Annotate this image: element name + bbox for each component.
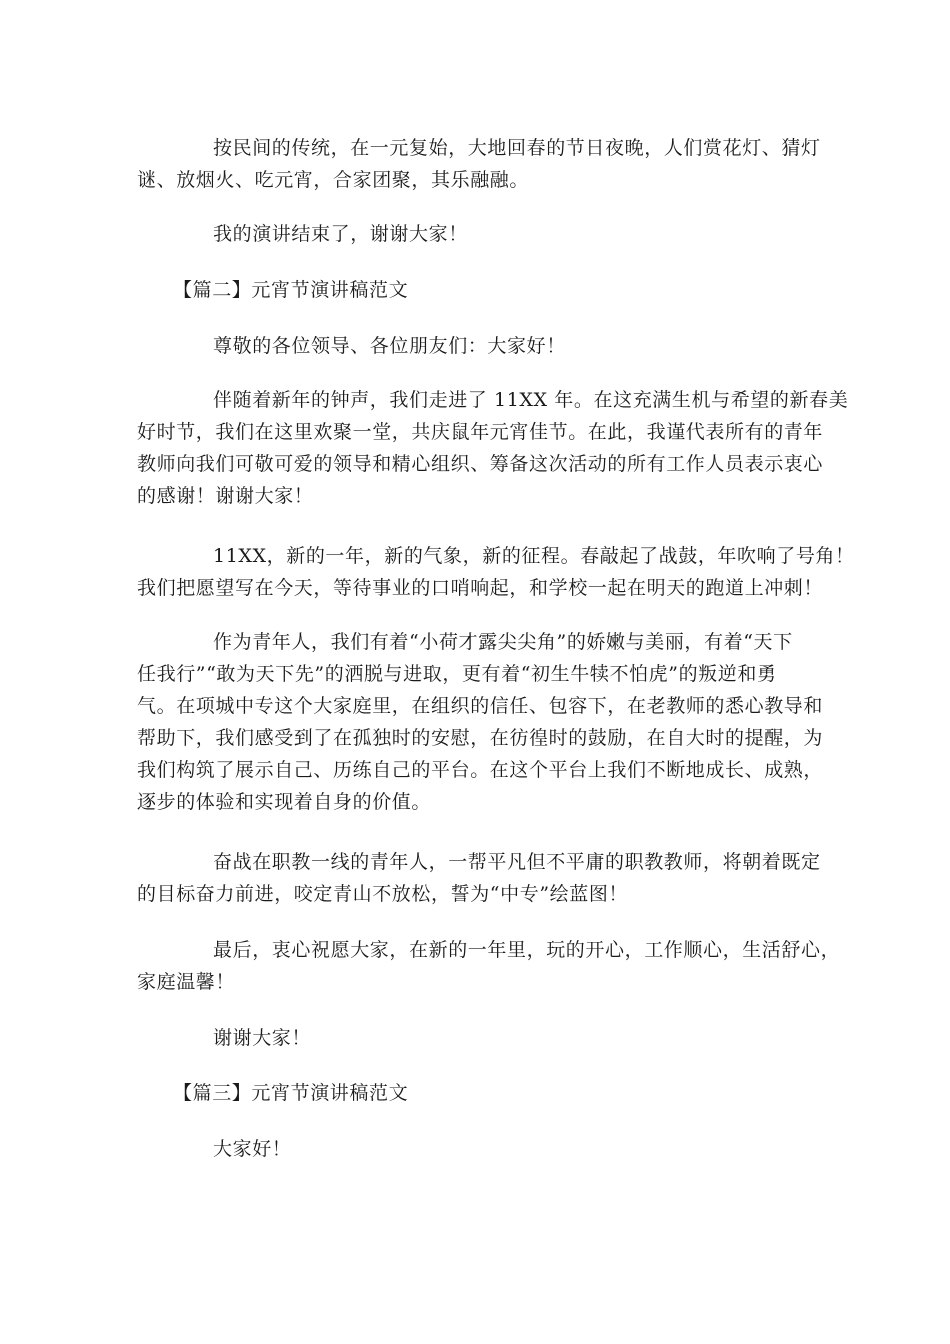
section-title: 【篇三】元宵节演讲稿范文 [173, 1082, 409, 1104]
text-line: 谜、放烟火、吃元宵，合家团聚，其乐融融。 [137, 169, 530, 191]
text-line: 教师向我们可敬可爱的领导和精心组织、筹备这次活动的所有工作人员表示衷心 [137, 453, 824, 475]
section-heading-part-two [137, 274, 817, 306]
section-heading-part-three [137, 1077, 817, 1109]
text-line: 家庭温馨！ [137, 971, 236, 993]
text-line: 我们把愿望写在今天，等待事业的口哨响起，和学校一起在明天的跑道上冲刺！ [137, 577, 824, 599]
paragraph-speech-end [137, 218, 817, 250]
paragraph-hello [137, 1133, 817, 1165]
text-line: 气。在项城中专这个大家庭里，在组织的信任、包容下，在老教师的悉心教导和 [137, 695, 824, 717]
text-line: 逐步的体验和实现着自身的价值。 [137, 791, 432, 813]
text-line: 作为青年人，我们有着“小荷才露尖尖角”的娇嫩与美丽，有着“天下 [213, 631, 793, 653]
paragraph-best-wishes [137, 934, 841, 998]
text-line: 按民间的传统，在一元复始，大地回春的节日夜晚，人们赏花灯、猜灯 [213, 137, 821, 159]
text-line: 尊敬的各位领导、各位朋友们：大家好！ [213, 335, 566, 357]
text-line: 我们构筑了展示自己、历练自己的平台。在这个平台上我们不断地成长、成熟， [137, 759, 824, 781]
text-line: 的目标奋力前进，咬定青山不放松，誓为“中专”绘蓝图！ [137, 883, 629, 905]
paragraph-vocational-teachers [137, 846, 821, 910]
text-line: 我的演讲结束了，谢谢大家！ [213, 223, 468, 245]
text-line: 谢谢大家！ [213, 1027, 312, 1049]
paragraph-lantern-festival [137, 132, 821, 196]
text-line: 好时节，我们在这里欢聚一堂，共庆鼠年元宵佳节。在此，我谨代表所有的青年 [137, 421, 824, 443]
paragraph-new-journey [137, 540, 855, 604]
text-line: 的感谢！谢谢大家！ [137, 485, 314, 507]
paragraph-young-people [137, 626, 824, 818]
paragraph-greeting [137, 330, 817, 362]
text-line: 奋战在职教一线的青年人，一帮平凡但不平庸的职教教师，将朝着既定 [213, 851, 821, 873]
text-line: 大家好！ [213, 1138, 292, 1160]
text-line: 11XX，新的一年，新的气象，新的征程。春敲起了战鼓，年吹响了号角！ [213, 545, 855, 567]
text-line: 帮助下，我们感受到了在孤独时的安慰，在彷徨时的鼓励，在自大时的提醒，为 [137, 727, 824, 749]
text-line: 任我行”“敢为天下先”的洒脱与进取，更有着“初生牛犊不怕虎”的叛逆和勇 [137, 663, 777, 685]
text-line: 伴随着新年的钟声，我们走进了 11XX 年。在这充满生机与希望的新春美 [213, 389, 849, 411]
section-title: 【篇二】元宵节演讲稿范文 [173, 279, 409, 301]
text-line: 最后，衷心祝愿大家，在新的一年里，玩的开心，工作顺心，生活舒心， [213, 939, 841, 961]
paragraph-thanks [137, 1022, 817, 1054]
paragraph-new-year [137, 384, 849, 512]
